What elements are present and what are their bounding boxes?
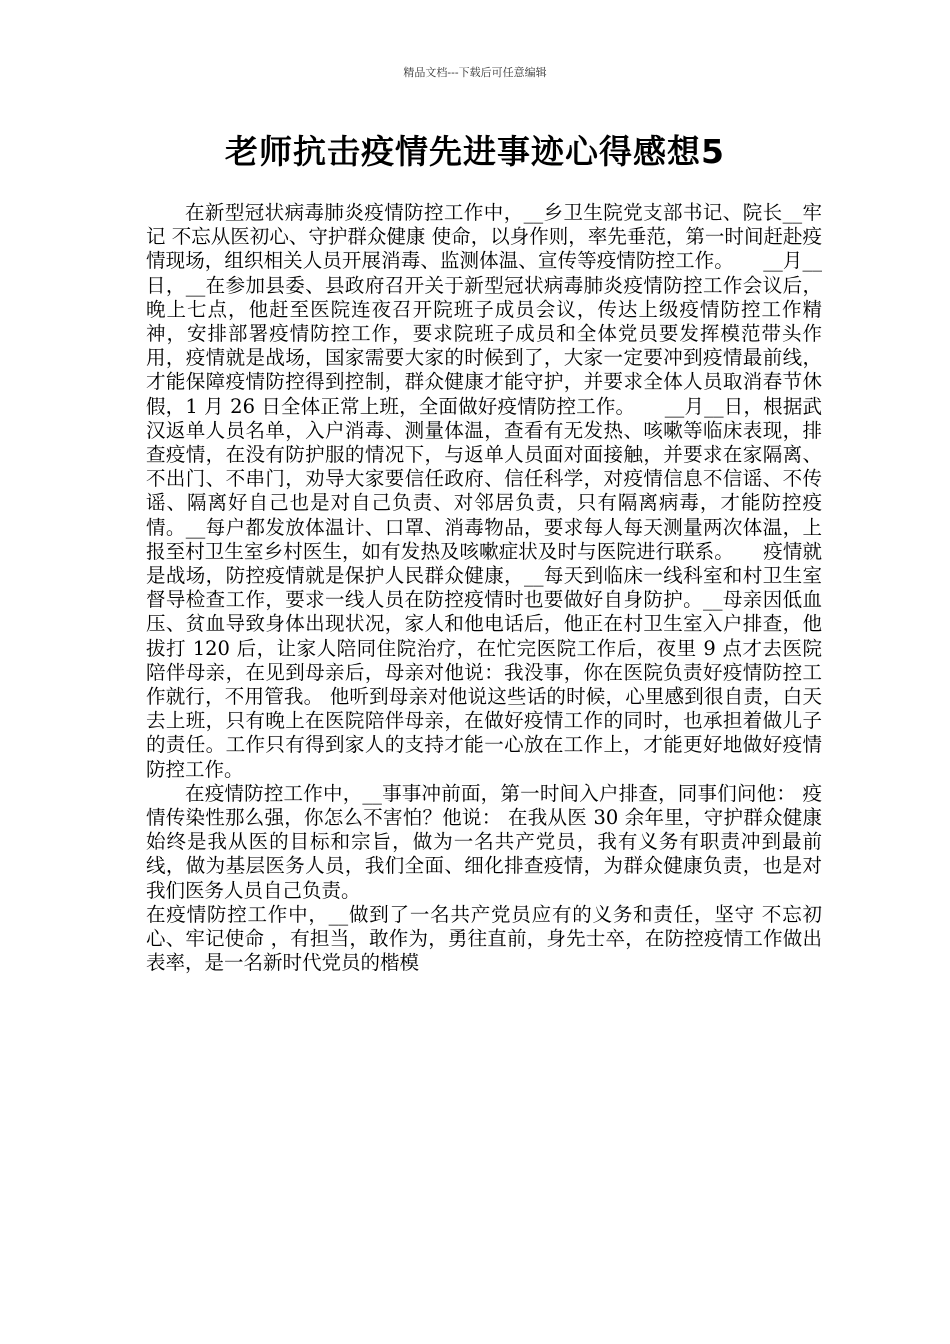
paragraph-3: 在疫情防控工作中，__做到了一名共产党员应有的义务和责任，坚守 不忘初心、牢记使命 ，有担当，敢作为，勇往直前，身先士卒，在防控疫情工作做出表率，是一名新时代党员的楷模 bbox=[146, 902, 822, 975]
page-title: 老师抗击疫情先进事迹心得感想5 bbox=[225, 132, 725, 171]
article-body bbox=[146, 201, 822, 976]
header-note: 精品文档---下载后可任意编辑 bbox=[403, 66, 547, 79]
paragraph-2: 在疫情防控工作中，__事事冲前面，第一时间入户排查，同事们问他： 疫情传染性那么强，你怎么不害怕？他说： 在我从医 30 余年里，守护群众健康始终是我从医的目标和宗旨，做为一名共产党员，我有义务有职责冲到最前线，做为基层医务人员，我们全面、细化排查疫情，为群众健康负责，也是对我们医务人员自己负责。 bbox=[146, 781, 822, 902]
paragraph-1: 在新型冠状病毒肺炎疫情防控工作中，__乡卫生院党支部书记、院长__牢记 不忘从医初心、守护群众健康 使命，以身作则，率先垂范，第一时间赶赴疫情现场，组织相关人员开展消毒、监测体温、宣传等疫情防控工作。 __月__日，__在参加县委、县政府召开关于新型冠状病毒肺炎疫情防控工作会议后，晚上七点，他赶至医院连夜召开院班子成员会议，传达上级疫情防控工作精神，安排部署疫情防控工作，要求院班子成员和全体党员要发挥模范带头作用，疫情就是战场，国家需要大家的时候到了，大家一定要冲到疫情最前线，才能保障疫情防控得到控制，群众健康才能守护，并要求全体人员取消春节休假，1 月 26 日全体正常上班，全面做好疫情防控工作。 __月__日，根据武汉返单人员名单，入户消毒、测量体温，查看有无发热、咳嗽等临床表现，排查疫情，在没有防护服的情况下，与返单人员面对面接触，并要求在家隔离、不出门、不串门，劝导大家要信任政府、信任科学，对疫情信息不信谣、不传谣、隔离好自己也是对自己负责、对邻居负责，只有隔离病毒，才能防控疫情。__每户都发放体温计、口罩、消毒物品，要求每人每天测量两次体温，上报至村卫生室乡村医生，如有发热及咳嗽症状及时与医院进行联系。 疫情就是战场，防控疫情就是保护人民群众健康，__每天到临床一线科室和村卫生室督导检查工作，要求一线人员在防控疫情时也要做好自身防护。__母亲因低血压、贫血导致身体出现状况，家人和他电话后，他正在村卫生室入户排查，他拔打 120 后，让家人陪同住院治疗，在忙完医院工作后，夜里 9 点才去医院陪伴母亲，在见到母亲后，母亲对他说：我没事，你在医院负责好疫情防控工作就行，不用管我。 他听到母亲对他说这些话的时候，心里感到很自责，白天去上班，只有晚上在医院陪伴母亲，在做好疫情工作的同时，也承担着做儿子的责任。工作只有得到家人的支持才能一心放在工作上，才能更好地做好疫情防控工作。 bbox=[146, 201, 822, 781]
